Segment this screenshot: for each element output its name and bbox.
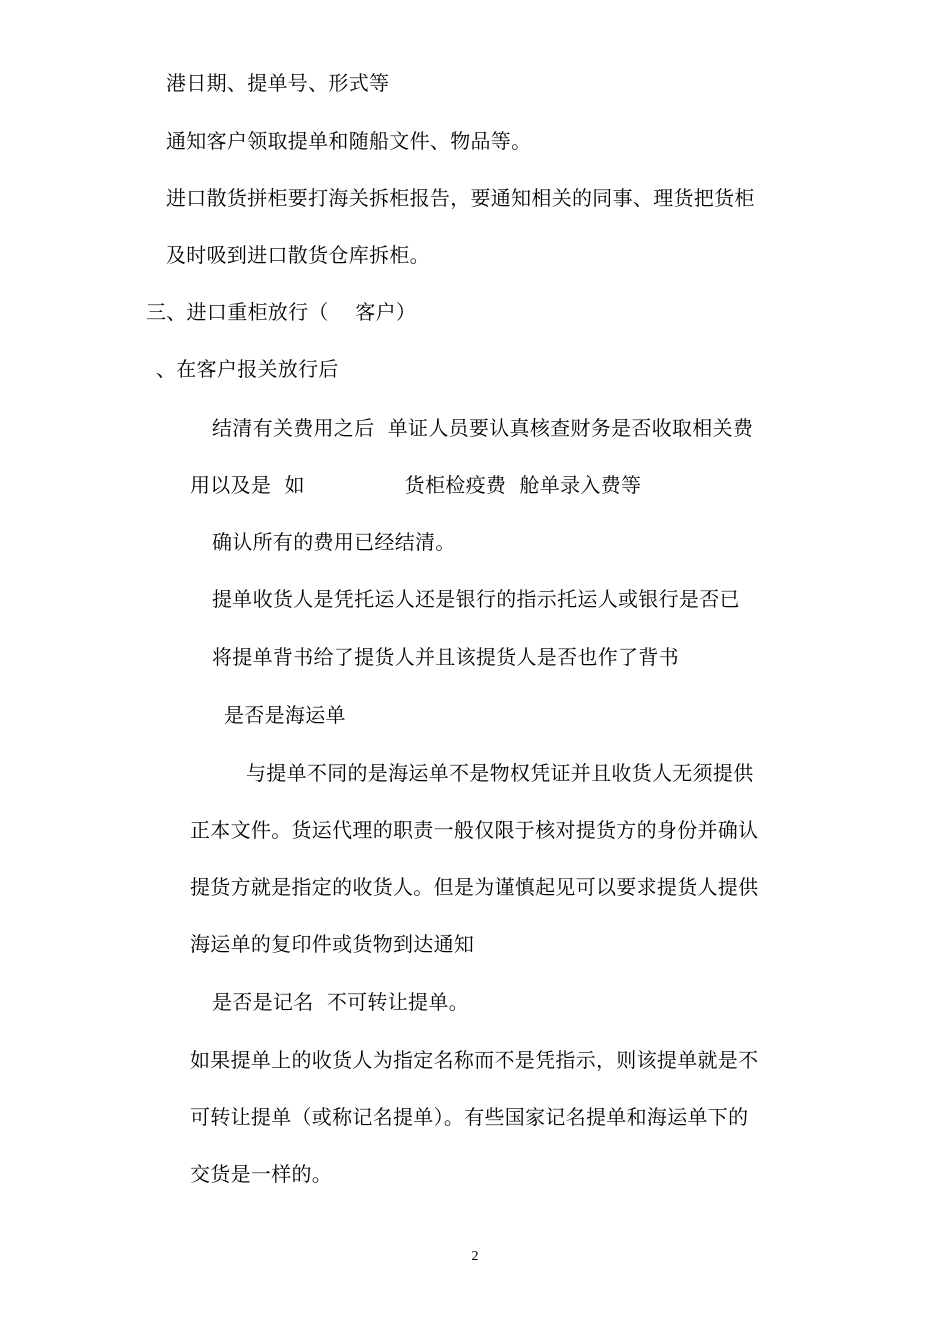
text-line: 可转让提单（或称记名提单）。有些国家记名提单和海运单下的 [190,1105,749,1129]
text-line: 提货方就是指定的收货人。但是为谨慎起见可以要求提货人提供 [190,875,759,899]
text-line: 确认所有的费用已经结清。 [212,530,456,554]
page-number: 2 [471,1249,479,1264]
text-line: 是否是海运单 [224,703,346,727]
text-line: 结清有关费用之后 单证人员要认真核查财务是否收取相关费 [212,416,754,440]
text-line: 正本文件。货运代理的职责一般仅限于核对提货方的身份并确认 [190,818,759,842]
text-line: 与提单不同的是海运单不是物权凭证并且收货人无须提供 [246,761,754,785]
text-line: 海运单的复印件或货物到达通知 [190,932,475,956]
text-line: 是否是记名 不可转让提单。 [212,990,469,1014]
text-line: 及时吸到进口散货仓库拆柜。 [166,243,430,267]
text-line: 将提单背书给了提货人并且该提货人是否也作了背书 [212,645,679,669]
text-line: 如果提单上的收货人为指定名称而不是凭指示，则该提单就是不 [190,1048,759,1072]
section-heading: 三、进口重柜放行（ 客户） [146,300,417,324]
text-line: 通知客户领取提单和随船文件、物品等。 [166,129,532,153]
text-line: 进口散货拼柜要打海关拆柜报告，要通知相关的同事、理货把货柜 [166,186,755,210]
text-line: 港日期、提单号、形式等 [166,71,390,95]
text-line: 用以及是 如 货柜检疫费 舱单录入费等 [190,473,642,497]
text-line: 、在客户报关放行后 [156,357,339,381]
text-line: 提单收货人是凭托运人还是银行的指示托运人或银行是否已 [212,587,740,611]
text-line: 交货是一样的。 [190,1162,333,1186]
